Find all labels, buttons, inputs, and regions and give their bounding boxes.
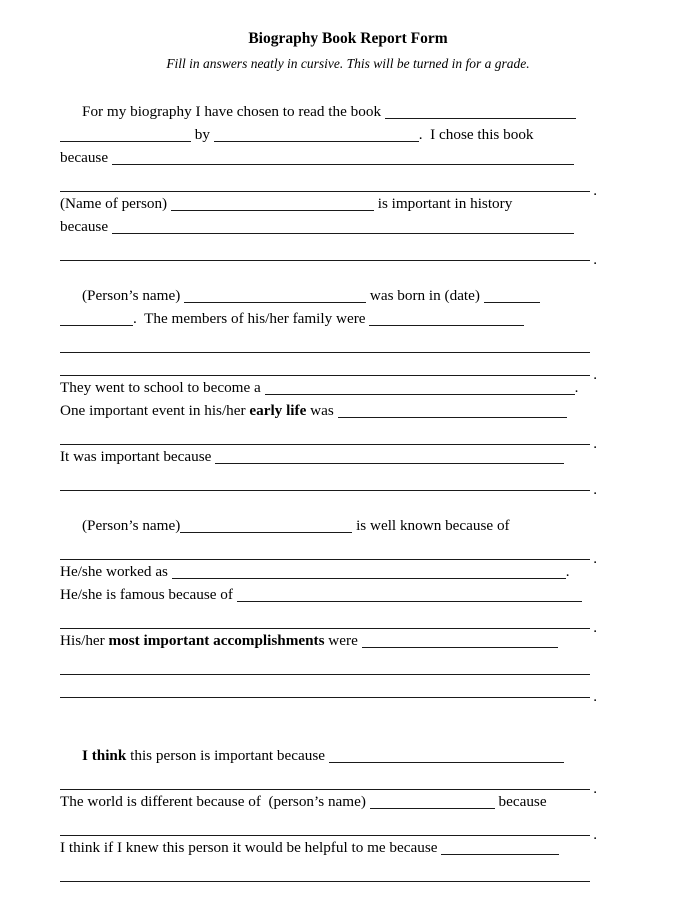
label-i-think-if-i-knew: I think if I knew this person it would be helpful to me because bbox=[60, 839, 442, 856]
form-body bbox=[60, 100, 590, 900]
form-line bbox=[60, 215, 590, 238]
input-accomplishments-cont-2[interactable] bbox=[60, 675, 590, 698]
input-history-reason[interactable] bbox=[112, 220, 574, 234]
input-person-name-known[interactable] bbox=[180, 519, 352, 533]
input-early-life-event-cont[interactable] bbox=[60, 422, 590, 445]
label-the-world-is-different: The world is different because of (person’s name) bbox=[60, 793, 370, 810]
input-history-reason-cont[interactable] bbox=[60, 238, 590, 261]
form-line bbox=[60, 307, 590, 330]
label-persons-name: (Person’s name) bbox=[82, 287, 185, 304]
label-was-born-in-date: was born in (date) bbox=[366, 287, 484, 304]
label-by: by bbox=[191, 126, 214, 143]
label-they-went-to-school: They went to school to become a bbox=[60, 379, 265, 396]
label-i-think: I think bbox=[82, 747, 127, 764]
label-period: . bbox=[565, 563, 570, 580]
label-because-trailing: because bbox=[494, 793, 547, 810]
label-hisher: His/her bbox=[60, 632, 109, 649]
spacer bbox=[60, 261, 590, 284]
label-was: was bbox=[306, 402, 338, 419]
label-heshe-is-famous-because-of: He/she is famous because of bbox=[60, 586, 237, 603]
input-reason-chose-book-cont[interactable] bbox=[60, 169, 590, 192]
form-line bbox=[60, 123, 590, 146]
form-line bbox=[60, 376, 590, 399]
label-early-life: early life bbox=[249, 402, 307, 419]
input-person-name-world[interactable] bbox=[370, 795, 495, 809]
spacer bbox=[60, 491, 590, 514]
input-family-members[interactable] bbox=[369, 312, 524, 326]
label-is-well-known-because-of: is well known because of bbox=[352, 517, 510, 534]
label-period: . bbox=[574, 379, 579, 396]
form-line bbox=[60, 629, 590, 652]
input-why-important-cont[interactable] bbox=[60, 767, 590, 790]
input-well-known-reason[interactable] bbox=[60, 537, 590, 560]
label-name-of-person: (Name of person) bbox=[60, 195, 171, 212]
input-occupation[interactable] bbox=[172, 565, 566, 579]
form-line bbox=[60, 514, 590, 537]
spacer-large bbox=[60, 698, 590, 744]
section-accomplishments bbox=[60, 629, 590, 698]
input-fame-reason[interactable] bbox=[237, 588, 582, 602]
section-well-known-and-work bbox=[60, 514, 590, 629]
label-because: because bbox=[60, 218, 112, 235]
label-for-my-biography: For my biography I have chosen to read the book bbox=[82, 103, 385, 120]
input-birth-date-cont[interactable] bbox=[60, 312, 133, 326]
form-line bbox=[60, 284, 590, 307]
input-person-name-history[interactable] bbox=[171, 197, 374, 211]
section-helpful-to-me bbox=[60, 836, 590, 900]
input-accomplishments[interactable] bbox=[362, 634, 558, 648]
page-subtitle: Fill in answers neatly in cursive. This will be turned in for a grade. bbox=[166, 55, 530, 71]
form-line bbox=[60, 399, 590, 422]
input-event-importance-cont[interactable] bbox=[60, 468, 590, 491]
form-line bbox=[60, 583, 590, 606]
form-line bbox=[60, 744, 590, 767]
input-fame-reason-cont[interactable] bbox=[60, 606, 590, 629]
input-helpful-reason-cont-1[interactable] bbox=[60, 859, 590, 882]
input-why-important[interactable] bbox=[329, 749, 564, 763]
section-importance-in-history bbox=[60, 192, 590, 261]
input-profession[interactable] bbox=[265, 381, 575, 395]
label-i-chose-this-book: . I chose this book bbox=[418, 126, 534, 143]
input-helpful-reason[interactable] bbox=[441, 841, 559, 855]
form-line bbox=[60, 790, 590, 813]
page-title: Biography Book Report Form bbox=[248, 30, 448, 47]
input-book-title[interactable] bbox=[385, 105, 576, 119]
form-line bbox=[60, 192, 590, 215]
label-members-of-family: . The members of his/her family were bbox=[133, 310, 370, 327]
label-persons-name: (Person’s name) bbox=[82, 517, 181, 534]
input-family-members-cont-1[interactable] bbox=[60, 330, 590, 353]
form-line bbox=[60, 836, 590, 859]
input-person-name-birth[interactable] bbox=[184, 289, 366, 303]
input-author[interactable] bbox=[214, 128, 419, 142]
section-birth-and-family bbox=[60, 284, 590, 376]
label-were: were bbox=[324, 632, 362, 649]
input-early-life-event[interactable] bbox=[338, 404, 567, 418]
section-why-important bbox=[60, 744, 590, 836]
input-family-members-cont-2[interactable] bbox=[60, 353, 590, 376]
section-school-and-early-life bbox=[60, 376, 590, 491]
label-most-important-accomplishments: most important accomplishments bbox=[108, 632, 325, 649]
label-because: because bbox=[60, 149, 112, 166]
input-book-title-cont[interactable] bbox=[60, 128, 191, 142]
label-it-was-important-because: It was important because bbox=[60, 448, 216, 465]
section-book-choice bbox=[60, 100, 590, 192]
form-line bbox=[60, 146, 590, 169]
label-heshe-worked-as: He/she worked as bbox=[60, 563, 172, 580]
label-this-person-is-important-because: this person is important because bbox=[126, 747, 329, 764]
input-birth-date[interactable] bbox=[484, 289, 540, 303]
form-line bbox=[60, 560, 590, 583]
input-reason-chose-book[interactable] bbox=[112, 151, 574, 165]
input-helpful-reason-cont-2[interactable] bbox=[60, 882, 590, 900]
input-event-importance[interactable] bbox=[215, 450, 564, 464]
form-line bbox=[60, 100, 590, 123]
form-line bbox=[60, 445, 590, 468]
input-accomplishments-cont-1[interactable] bbox=[60, 652, 590, 675]
label-is-important-in-history: is important in history bbox=[373, 195, 513, 212]
label-one-important-event: One important event in his/her bbox=[60, 402, 250, 419]
input-world-different-reason[interactable] bbox=[60, 813, 590, 836]
